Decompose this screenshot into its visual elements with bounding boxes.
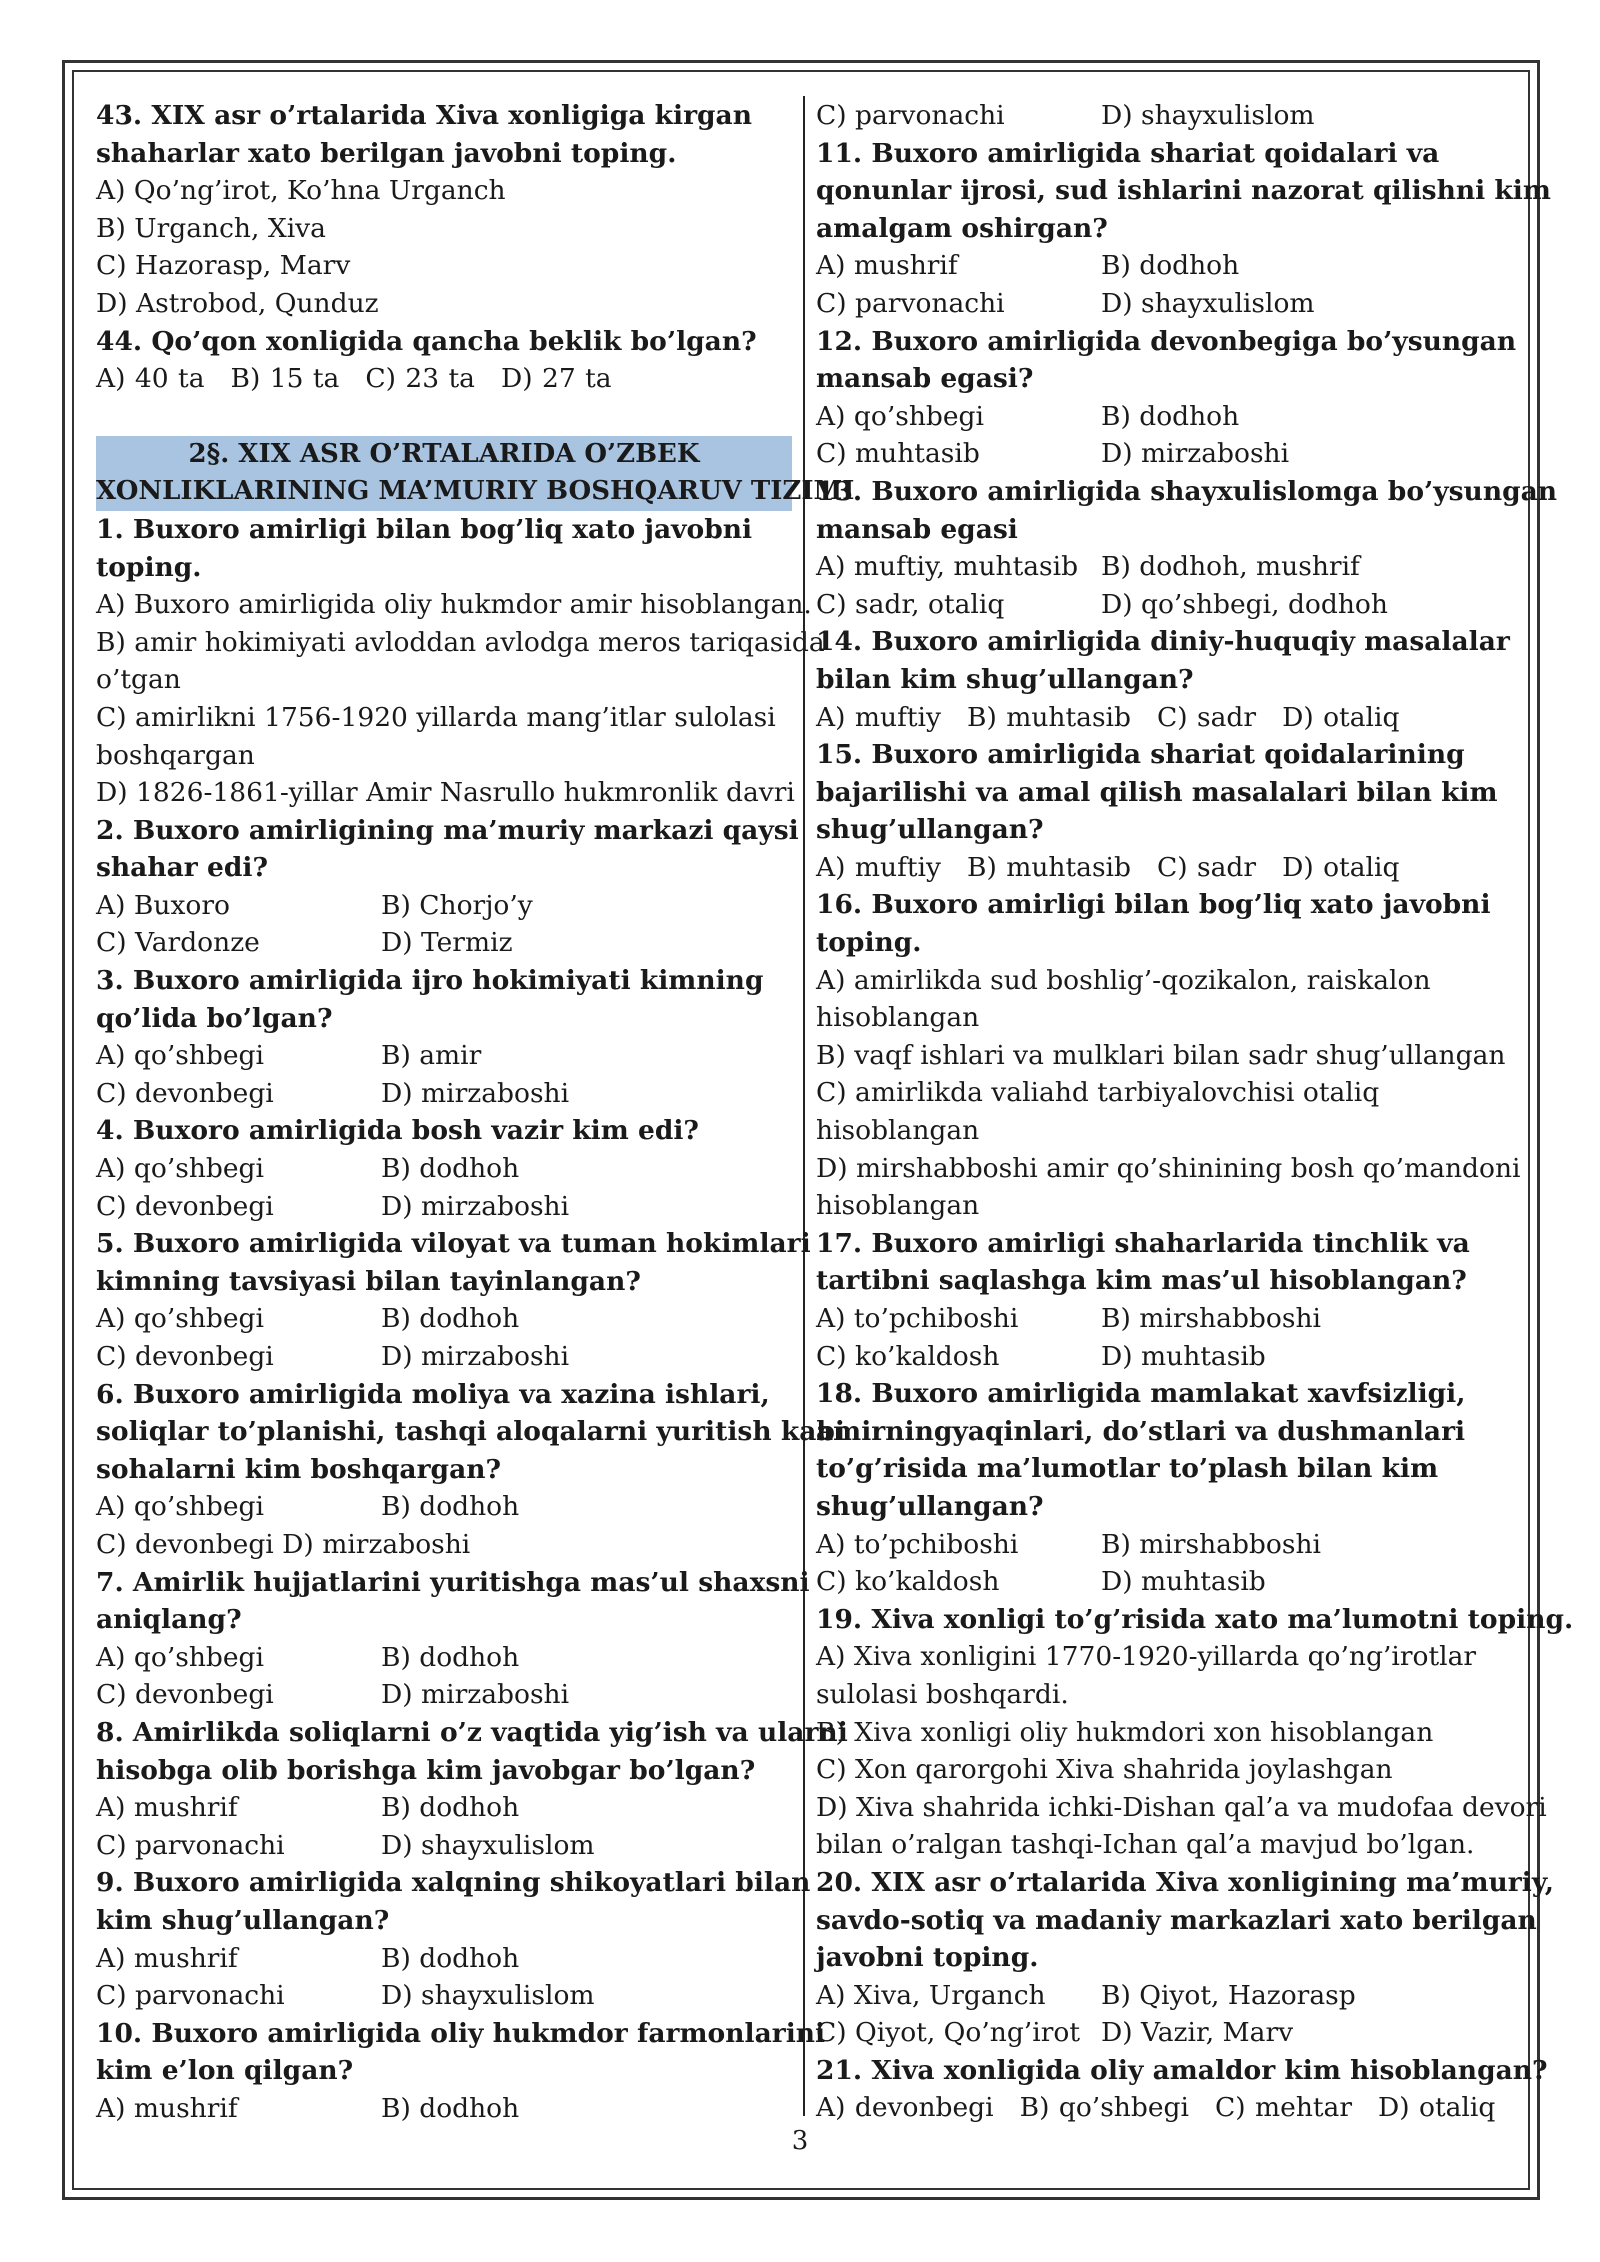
answer-option: D) muhtasib	[1101, 1340, 1266, 1372]
question	[96, 812, 799, 887]
question	[816, 1375, 1516, 1525]
answer-option: B) 15 ta	[230, 363, 340, 395]
answer-option: D) muhtasib	[1101, 1566, 1266, 1598]
answer-line: bilan o’ralgan tashqi-Ichan qal’a mavjud bo’lgan.	[816, 1829, 1475, 1861]
answer-option: D) otaliq	[1282, 701, 1400, 733]
answer-option: D) mirzaboshi	[1101, 438, 1290, 470]
answer-line: B) Urganch, Xiva	[96, 212, 326, 244]
answer-row	[816, 1338, 1516, 1376]
answer-option: A) qo’shbegi	[816, 400, 984, 432]
section-heading-line: XONLIKLARINING MA’MURIY BOSHQARUV TIZIMI	[96, 476, 855, 507]
answer-line: C) devonbegi D) mirzaboshi	[96, 1528, 471, 1560]
question-line: amirningyaqinlari, do’stlari va dushmanlari	[816, 1415, 1466, 1447]
answer-row	[96, 1639, 796, 1677]
question-line: 6. Buxoro amirligida moliya va xazina ishlari,	[96, 1378, 770, 1410]
answer-line: D) 1826-1861-yillar Amir Nasrullo hukmronlik davri	[96, 777, 795, 809]
answer-option: C) devonbegi	[96, 1190, 274, 1222]
answer-option: D) 27 ta	[500, 363, 612, 395]
question-line: aniqlang?	[96, 1604, 242, 1636]
answer-option: B) mirshabboshi	[1101, 1528, 1321, 1560]
answer-row	[816, 247, 1516, 285]
question	[96, 97, 796, 172]
answer-option: A) mushrif	[96, 2092, 238, 2124]
answer-option: D) mirzaboshi	[381, 1077, 570, 1109]
question-line: 16. Buxoro amirligi bilan bog’liq xato javobni	[816, 889, 1491, 921]
answer-option: C) ko’kaldosh	[816, 1566, 1000, 1598]
answer-option: B) dodhoh	[381, 1303, 520, 1335]
question-line: shug’ullangan?	[816, 1490, 1044, 1522]
question-line: tartibni saqlashga kim mas’ul hisoblangan?	[816, 1265, 1467, 1297]
question-line: 17. Buxoro amirligi shaharlarida tinchlik va	[816, 1227, 1470, 1259]
answer-option: C) mehtar	[1214, 2092, 1353, 2124]
answer-row	[816, 97, 1516, 135]
question	[96, 511, 796, 586]
question-line: 11. Buxoro amirligida shariat qoidalari va	[816, 137, 1440, 169]
answer-line: A) Qo’ng’irot, Ko’hna Urganch	[96, 175, 506, 207]
answer-option: A) to’pchiboshi	[816, 1528, 1019, 1560]
answer-option: B) qo’shbegi	[1019, 2092, 1189, 2124]
answer-option: B) muhtasib	[967, 701, 1131, 733]
answer-option: C) devonbegi	[96, 1679, 274, 1711]
question-line: kim e’lon qilgan?	[96, 2055, 354, 2087]
answer-option: D) shayxulislom	[381, 1829, 595, 1861]
answer-option: A) qo’shbegi	[96, 1153, 264, 1185]
answer-option: A) to’pchiboshi	[816, 1303, 1019, 1334]
answer-option: D) mirzaboshi	[381, 1679, 570, 1711]
answer-option: C) parvonachi	[816, 287, 1005, 319]
question	[816, 2052, 1548, 2090]
answer-option: D) shayxulislom	[381, 1980, 595, 2012]
question	[816, 1225, 1516, 1300]
answer-row	[96, 1188, 796, 1226]
answer-option: D) qo’shbegi, dodhoh	[1101, 588, 1388, 620]
question-line: bilan kim shug’ullangan?	[816, 663, 1194, 695]
answer-option: B) dodhoh	[381, 1942, 520, 1974]
question-line: mansab egasi	[816, 513, 1018, 545]
answer-line: D) Xiva shahrida ichki-Dishan qal’a va mudofaa devori	[816, 1791, 1547, 1823]
question	[96, 962, 796, 1037]
answer-line: C) amirlikda valiahd tarbiyalovchisi otaliq	[816, 1077, 1380, 1109]
answer-row	[816, 398, 1516, 436]
answer-option: D) Vazir, Marv	[1101, 2017, 1294, 2049]
question-line: savdo-sotiq va madaniy markazlari xato berilgan	[816, 1904, 1537, 1936]
question-line: toping.	[96, 551, 202, 583]
answer-row	[816, 435, 1516, 473]
question-line: 4. Buxoro amirligida bosh vazir kim edi?	[96, 1115, 699, 1147]
answer-option: C) 23 ta	[365, 363, 475, 395]
question-line: 2. Buxoro amirligining ma’muriy markazi qaysi	[96, 814, 799, 846]
question-line: amalgam oshirgan?	[816, 212, 1108, 244]
question-line: 3. Buxoro amirligida ijro hokimiyati kimning	[96, 965, 764, 997]
answer-line: hisoblangan	[816, 1115, 980, 1147]
section-heading-line: 2§. XIX ASR O’RTALARIDA O’ZBEK	[188, 438, 700, 469]
answer-option: C) devonbegi	[96, 1341, 274, 1372]
answer-option: B) dodhoh	[381, 1641, 520, 1673]
answer-option: A) devonbegi	[816, 2092, 994, 2124]
question-line: 12. Buxoro amirligida devonbegiga bo’ysungan	[816, 325, 1517, 357]
question	[96, 2015, 826, 2090]
answer-option: C) ko’kaldosh	[816, 1340, 1000, 1372]
answer-option: C) devonbegi	[96, 1077, 274, 1109]
answer-lines	[96, 1526, 796, 1564]
answer-option: C) Vardonze	[96, 927, 260, 959]
answer-line: A) Buxoro amirligida oliy hukmdor amir hisoblangan.	[96, 589, 812, 621]
question-line: 43. XIX asr o’rtalarida Xiva xonligiga kirgan	[96, 100, 752, 131]
answer-line: C) Xon qarorgohi Xiva shahrida joylashgan	[816, 1754, 1393, 1786]
question	[96, 1112, 796, 1150]
answer-option: D) shayxulislom	[1101, 100, 1315, 131]
answer-line: hisoblangan	[816, 1002, 980, 1034]
question-line: shug’ullangan?	[816, 814, 1044, 846]
answer-row	[96, 1075, 796, 1113]
answer-row	[816, 2089, 1516, 2127]
question-line: 44. Qo’qon xonligida qancha beklik bo’lgan?	[96, 325, 757, 357]
answer-option: B) mirshabboshi	[1101, 1303, 1321, 1334]
answer-row	[96, 1488, 796, 1526]
question-line: sohalarni kim boshqargan?	[96, 1453, 502, 1485]
answer-option: A) qo’shbegi	[96, 1641, 264, 1673]
question-line: qo’lida bo’lgan?	[96, 1002, 333, 1034]
question	[96, 1376, 845, 1489]
question	[816, 323, 1516, 398]
answer-option: C) sadr	[1157, 851, 1257, 883]
answer-row	[96, 887, 796, 925]
answer-row	[816, 586, 1516, 624]
question	[96, 1225, 811, 1300]
answer-line: B) Xiva xonligi oliy hukmdori xon hisoblangan	[816, 1716, 1434, 1748]
answer-option: D) Termiz	[381, 927, 513, 959]
answer-option: C) parvonachi	[816, 100, 1005, 131]
question	[96, 1864, 811, 1939]
answer-option: A) Xiva, Urganch	[816, 1979, 1046, 2011]
answer-row	[816, 548, 1516, 586]
page-number: 3	[791, 2126, 809, 2156]
answer-row	[96, 1037, 796, 1075]
question-line: 13. Buxoro amirligida shayxulislomga bo’ysungan	[816, 475, 1558, 507]
answer-option: D) otaliq	[1282, 851, 1400, 883]
answer-row	[816, 1300, 1516, 1338]
answer-row	[96, 1300, 796, 1338]
answer-row	[816, 699, 1516, 737]
answer-option: A) qo’shbegi	[96, 1491, 264, 1523]
answer-option: D) shayxulislom	[1101, 287, 1315, 319]
question	[816, 135, 1551, 248]
answer-option: C) Qiyot, Qo’ng’irot	[816, 2017, 1080, 2049]
answer-line: boshqargan	[96, 739, 255, 771]
answer-option: B) muhtasib	[967, 851, 1131, 883]
answer-lines	[816, 962, 1521, 1225]
answer-row	[96, 2090, 796, 2128]
answer-line: B) amir hokimiyati avloddan avlodga meros tariqasida	[96, 626, 825, 658]
question-line: shaharlar xato berilgan javobni toping.	[96, 137, 677, 169]
question-line: 18. Buxoro amirligida mamlakat xavfsizligi,	[816, 1378, 1466, 1410]
question	[816, 473, 1558, 548]
answer-option: B) dodhoh	[381, 2092, 520, 2124]
answer-line: o’tgan	[96, 664, 181, 696]
question-line: mansab egasi?	[816, 363, 1034, 395]
answer-option: B) dodhoh	[381, 1491, 520, 1523]
answer-option: D) otaliq	[1378, 2092, 1496, 2124]
answer-row	[96, 1789, 796, 1827]
question	[96, 1564, 810, 1639]
question-line: 10. Buxoro amirligida oliy hukmdor farmonlarini	[96, 2017, 826, 2049]
question	[96, 323, 796, 361]
question-line: 9. Buxoro amirligida xalqning shikoyatlari bilan	[96, 1867, 811, 1899]
answer-row	[96, 1676, 796, 1714]
answer-option: B) Qiyot, Hazorasp	[1101, 1979, 1356, 2011]
answer-option: C) sadr	[1157, 701, 1257, 733]
answer-line: A) Xiva xonligini 1770-1920-yillarda qo’ng’irotlar	[816, 1641, 1477, 1673]
answer-option: A) qo’shbegi	[96, 1040, 264, 1072]
question-line: hisobga olib borishga kim javobgar bo’lgan?	[96, 1754, 756, 1786]
answer-option: A) mushrif	[816, 250, 958, 282]
answer-row	[96, 1977, 796, 2015]
question-line: 15. Buxoro amirligida shariat qoidalarining	[816, 739, 1465, 771]
question	[816, 623, 1516, 698]
answer-option: A) mushrif	[96, 1942, 238, 1974]
answer-row	[816, 285, 1516, 323]
section-heading	[96, 436, 855, 511]
question-line: 14. Buxoro amirligida diniy-huquqiy masalalar	[816, 626, 1510, 658]
question-line: kimning tavsiyasi bilan tayinlangan?	[96, 1265, 641, 1297]
question-line: kim shug’ullangan?	[96, 1904, 390, 1936]
question	[96, 1714, 848, 1789]
answer-row	[96, 1827, 796, 1865]
left-column	[96, 97, 855, 2127]
question-line: 7. Amirlik hujjatlarini yuritishga mas’ul shaxsni	[96, 1566, 810, 1598]
answer-option: B) dodhoh	[1101, 250, 1240, 282]
answer-option: C) parvonachi	[96, 1829, 285, 1861]
question	[816, 1601, 1574, 1639]
question-line: 5. Buxoro amirligida viloyat va tuman hokimlari	[96, 1228, 811, 1260]
question-line: bajarilishi va amal qilish masalalari bilan kim	[816, 776, 1498, 808]
question-line: shahar edi?	[96, 852, 268, 884]
question-line: 20. XIX asr o’rtalarida Xiva xonligining ma’muriy,	[816, 1866, 1554, 1898]
question-line: 19. Xiva xonligi to’g’risida xato ma’lumotni toping.	[816, 1603, 1574, 1635]
answer-row	[96, 924, 796, 962]
answer-option: A) muftiy, muhtasib	[816, 551, 1079, 583]
question-line: soliqlar to’planishi, tashqi aloqalarni yuritish kabi	[96, 1416, 845, 1448]
answer-line: C) Hazorasp, Marv	[96, 250, 351, 282]
answer-option: D) mirzaboshi	[381, 1341, 570, 1372]
answer-option: D) mirzaboshi	[381, 1190, 570, 1222]
answer-row	[96, 1150, 796, 1188]
answer-option: A) muftiy	[816, 851, 941, 883]
question-line: 1. Buxoro amirligi bilan bog’liq xato javobni	[96, 513, 753, 545]
question	[816, 1864, 1554, 1977]
answer-row	[96, 360, 796, 398]
answer-option: A) 40 ta	[96, 363, 205, 395]
answer-row	[96, 1338, 796, 1376]
answer-row	[816, 1977, 1516, 2015]
question-line: 8. Amirlikda soliqlarni o’z vaqtida yig’ish va ularni	[96, 1716, 848, 1748]
answer-line: A) amirlikda sud boshlig’-qozikalon, raiskalon	[816, 964, 1431, 996]
answer-row	[816, 1526, 1516, 1564]
right-column	[816, 97, 1574, 2127]
answer-row	[816, 1563, 1516, 1601]
answer-lines	[816, 1638, 1547, 1864]
answer-row	[96, 1940, 796, 1978]
answer-lines	[96, 586, 825, 812]
answer-lines	[96, 172, 796, 322]
question	[816, 886, 1516, 961]
answer-row	[816, 849, 1516, 887]
answer-line: D) mirshabboshi amir qo’shinining bosh qo’mandoni	[816, 1152, 1521, 1184]
answer-option: A) muftiy	[816, 701, 941, 733]
answer-option: B) Chorjo’y	[381, 889, 533, 921]
answer-option: A) qo’shbegi	[96, 1303, 264, 1335]
answer-option: C) parvonachi	[96, 1980, 285, 2012]
answer-row	[816, 2014, 1516, 2052]
question	[816, 736, 1516, 849]
answer-option: A) Buxoro	[96, 889, 230, 921]
question-line: 21. Xiva xonligida oliy amaldor kim hisoblangan?	[816, 2054, 1548, 2086]
answer-line: sulolasi boshqardi.	[816, 1678, 1069, 1710]
answer-option: C) muhtasib	[816, 438, 980, 470]
question-line: to’g’risida ma’lumotlar to’plash bilan kim	[816, 1453, 1439, 1485]
answer-option: B) amir	[381, 1040, 482, 1072]
answer-option: B) dodhoh, mushrif	[1101, 551, 1360, 583]
question-line: javobni toping.	[816, 1942, 1039, 1974]
answer-option: B) dodhoh	[381, 1153, 520, 1185]
answer-option: B) dodhoh	[381, 1792, 520, 1824]
column-divider	[803, 96, 805, 2116]
question-line: qonunlar ijrosi, sud ishlarini nazorat qilishni kim	[816, 175, 1551, 207]
answer-option: C) sadr, otaliq	[816, 588, 1005, 620]
answer-line: B) vaqf ishlari va mulklari bilan sadr shug’ullangan	[816, 1039, 1506, 1071]
answer-line: hisoblangan	[816, 1190, 980, 1222]
answer-line: C) amirlikni 1756-1920 yillarda mang’itlar sulolasi	[96, 701, 776, 733]
question-line: toping.	[816, 927, 922, 959]
answer-option: A) mushrif	[96, 1792, 238, 1824]
answer-line: D) Astrobod, Qunduz	[96, 287, 379, 319]
answer-option: B) dodhoh	[1101, 400, 1240, 432]
